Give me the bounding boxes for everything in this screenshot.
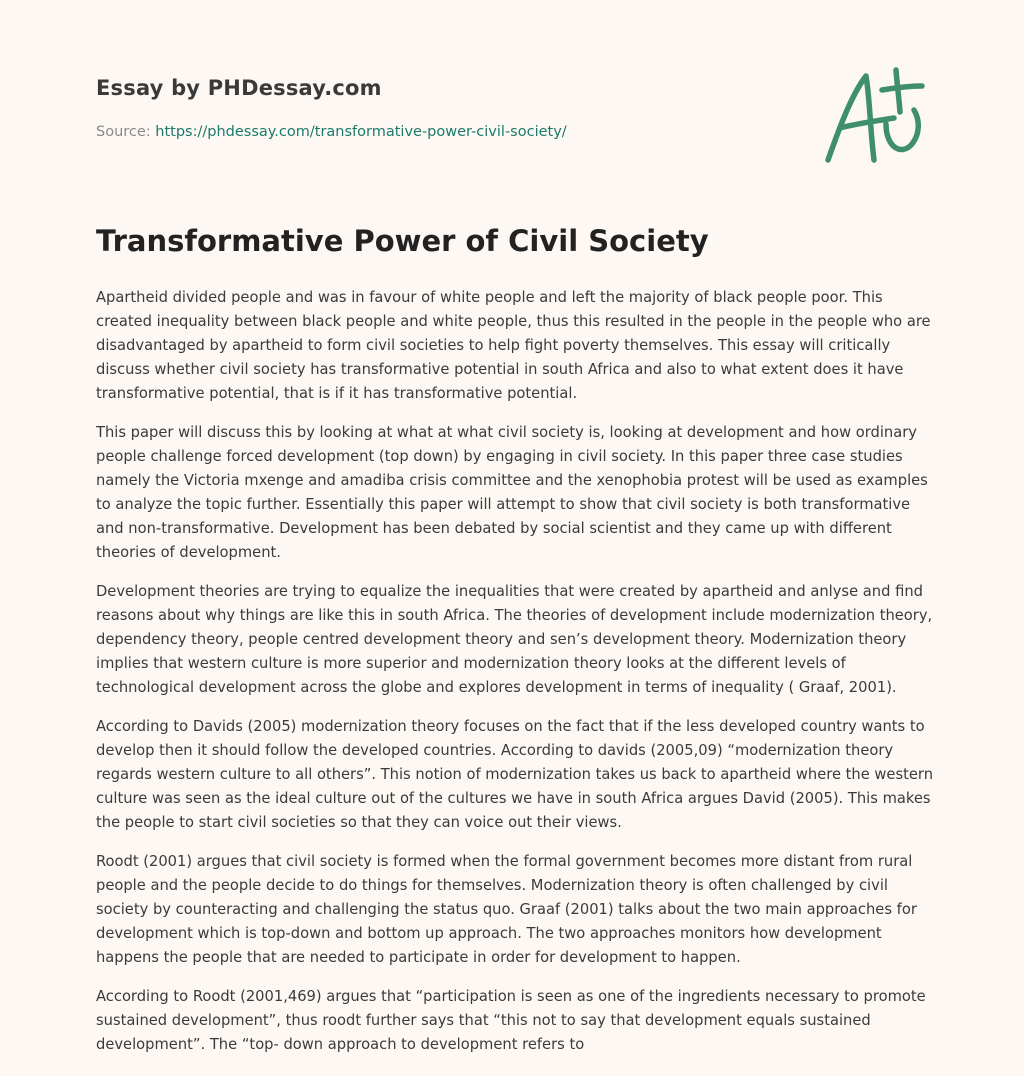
source-line <box>96 124 567 140</box>
site-brand: Essay by PHDessay.com <box>96 76 382 100</box>
paragraph: According to Roodt (2001,469) argues that “participation is seen as one of the ingredients necessary to promote sustained development”, thus roodt further says that “this not to say that development equals sustained development”. The “top- down approach to development refers to <box>96 988 926 1053</box>
article-body <box>96 286 936 1072</box>
a-plus-grade-logo-icon <box>818 64 930 168</box>
paragraph: According to Davids (2005) modernization theory focuses on the fact that if the less developed country wants to develop then it should follow the developed countries. According to davids (2005,09) “modernization theory regards western culture to all others”. This notion of modernization takes us back to apartheid where the western culture was seen as the ideal culture out of the cultures we have in south Africa argues David (2005). This makes the people to start civil societies so that they can voice out their views. <box>96 718 934 831</box>
source-link[interactable]: https://phdessay.com/transformative-power-civil-society/ <box>155 124 567 140</box>
paragraph: Apartheid divided people and was in favour of white people and left the majority of black people poor. This created inequality between black people and white people, thus this resulted in the people in the people who are disadvantaged by apartheid to form civil societies to help fight poverty themselves. This essay will critically discuss whether civil society has transformative potential in south Africa and also to what extent does it have transformative potential, that is if it has transformative potential. <box>96 289 931 402</box>
paragraph: Development theories are trying to equalize the inequalities that were created by apartheid and anlyse and find reasons about why things are like this in south Africa. The theories of development include modernization theory, dependency theory, people centred development theory and sen’s development theory. Modernization theory implies that western culture is more superior and modernization theory looks at the different levels of technological development across the globe and explores development in terms of inequality ( Graaf, 2001). <box>96 583 933 696</box>
source-label: Source: <box>96 124 151 140</box>
page-title: Transformative Power of Civil Society <box>96 224 709 258</box>
paragraph: This paper will discuss this by looking at what at what civil society is, looking at development and how ordinary people challenge forced development (top down) by engaging in civil society. In this paper three case studies namely the Victoria mxenge and amadiba crisis committee and the xenophobia protest will be used as examples to analyze the topic further. Essentially this paper will attempt to show that civil society is both transformative and non-transformative. Development has been debated by social scientist and they came up with different theories of development. <box>96 424 928 561</box>
letter-a-stroke <box>828 76 874 160</box>
plus-vertical-stroke <box>896 70 900 112</box>
plus-horizontal-stroke <box>882 86 922 90</box>
paragraph: Roodt (2001) argues that civil society is formed when the formal government becomes more distant from rural people and the people decide to do things for themselves. Modernization theory is often challenged by civil society by counteracting and challenging the status quo. Graaf (2001) talks about the two main approaches for development which is top-down and bottom up approach. The two approaches monitors how development happens the people that are needed to participate in order for development to happen. <box>96 853 917 966</box>
